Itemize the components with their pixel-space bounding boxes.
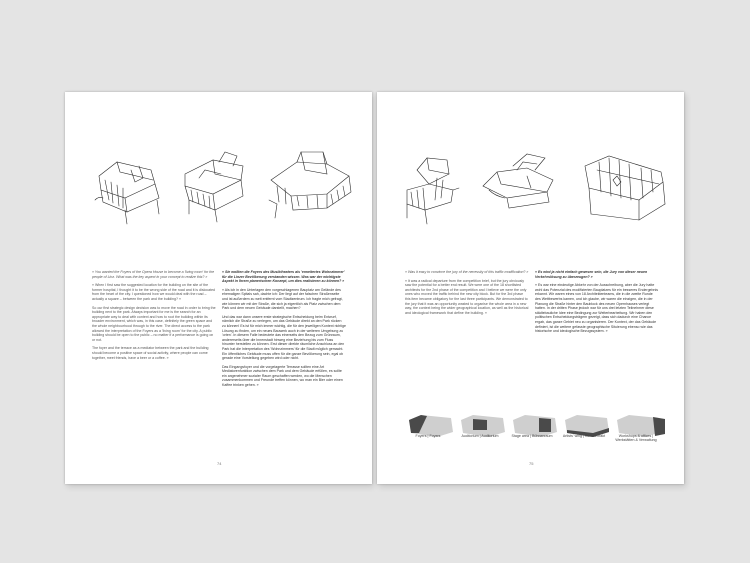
pictogram-label: Auditorium | Auditorium xyxy=(461,434,499,438)
sketch-1 xyxy=(95,162,159,224)
interview-column-english xyxy=(92,270,216,364)
answer-text: Und das war dann unsere erste strategische Entscheidung beim Entwurf, nämlich die Straße zu verlegen, um das Gebäude direkt an den Park rücken zu können! Es ist für mich immer wichtig, die für den jeweiligen Kontext richtige Lösung zu finden, um ein neues Bauwerk auch in der weiteren Umgebung zu 'orten'. In diesem Falle bedeutete das einerseits den Bezug zum Grünraum, andererseits über die Innenstadt hinweg eine Beziehung bis zum Fluss hinunter herstellen zu können. Erst dieser direkte räumliche Anschluss an den Park hat die Interpretation des 'Wohnzimmers' für die Stadt möglich gemacht. Ein öffentliches Gebäude muss offen für die ganze Bevölkerung sein, egal ob gerade eine Vorstellung gegeben wird oder nicht. xyxy=(222,314,346,361)
sketch-3 xyxy=(269,152,351,218)
interview-column-german xyxy=(535,270,659,338)
answer-text: So our first strategic design decision was to move the road in order to bring the building next to the park. Always important for me is the search for an appropriate way to deal with context and how to root the building within its broader environment, which was, in this case, definitely the green space and the whole neighbourhood through to the river. The direct access to the park allowed the interpretation of the Foyers as a 'living room' for the city. A public building should be open to the public – no matter if a performance is going on or not. xyxy=(92,305,216,342)
left-page xyxy=(65,92,372,484)
answer-text: « It was a radical departure from the competition brief, but the jury obviously saw the potential for a better end result. We were one of the 18 shortlisted architects for the 2nd phase of the competition and I believe we were the only ones who moved the traffic behind the new city block. But for the 3rd phase this item became obligatory for the last three participants. We demonstrated to the jury that it was an opportunity wasted to organise the whole area in a new way, the context being the wider geographical location, as well as the historical and ideological framework that define the building. » xyxy=(405,278,529,315)
question-text: « Was it easy to convince the jury of the necessity of this traffic modification? » xyxy=(405,270,529,274)
page-number: 75 xyxy=(529,461,534,466)
pictogram-label: Foyers | Foyers xyxy=(415,434,441,438)
sketch-5 xyxy=(483,154,553,208)
pictogram-label: Workshops & offices | Werkstätten & Verwaltung xyxy=(615,434,657,443)
pictogram-label: Stage area | Bühnenraum xyxy=(511,434,553,438)
pictogram-labels xyxy=(401,434,671,450)
answer-text: « Als ich in den Unterlagen den vorgeschlagenen Bauplatz am Gelände des ehemaligen Spitals sah, dachte ich: Der liegt auf der falschen Straßenseite und ist außerdem zu weit entfernt vom Stadtzentrum. Ich fragte mich gefragt, wie können wir mit der Straße, die sich ja eigentlich als Platz zwischen dem Park und dem neuen Gebäude darstellt, machen? xyxy=(222,287,343,311)
answer-text: Das Eingangsfoyer und die vorgelagerte Terrasse sollten eine Art Mediatorenfunktion zwischen dem Park und dem Gebäude erfüllen, es sollte ein angenehmer sozialer Raum geschaffen werden, wo die Menschen zusammenkommen und Freunde treffen können, wo man ein Bier oder einen Kaffee trinken gehen. » xyxy=(222,364,343,388)
interview-column-german xyxy=(222,270,346,392)
right-page xyxy=(377,92,684,484)
question-text: « You wanted the Foyers of the Opera House to become a 'living room' for the people of Linz. What was the key aspect in your concept to realize this? » xyxy=(92,270,215,279)
question-text: « Es wird ja nicht einfach gewesen sein, die Jury von dieser neuen Verkehrslösung zu überzeugen? » xyxy=(535,270,648,279)
sketch-6 xyxy=(585,156,665,220)
question-text: « Sie wollten die Foyers des Musiktheaters als 'erweitertes Wohnzimmer' für die Linzer Bevölkerung verstanden wissen. Was war der wichtigste Aspekt in Ihrem planerischen Konzept, um dies realisieren zu können? » xyxy=(222,270,345,284)
answer-text: The foyer and the terrace as a mediator between the park and the building should become a positive space of social activity, where people can come together, meet friends, have a beer or a coffee. » xyxy=(92,346,209,360)
answer-text: « When I first saw the suggested location for the building on the site of the former hospital, I thought it to be the wrong side of the road and it is dislocated from the heart of the city. I questioned how we would deal with the road – actually a square – between the park and the building? » xyxy=(92,283,216,301)
answer-text: « Es war eine eindeutige Abkehr von der Ausschreibung, aber die Jury hatte wohl das Potenzial des modifizierten Bauplatzes für ein besseres Endergebnis erkannt. Wir waren eines von 18 Architektenteams, die in die zweite Runde des Wettbewerbs kamen, und ich glaube, wir waren die einzigen, die in der Planung die Straße hinter den Baublock des neuen Opernhauses verlegt hatten. In der dritten Phase jedoch war für uns drei letzten Teilnehmer diese städtebauliche Idee eine Bedingung zur Weiterbearbeitung. Wir haben den politischen Entscheidungsträgern gezeigt, dass sich dadurch eine Chance ergab, das ganze Gebiet neu zu organisieren. Der Kontext, der das Gebäude definiert, ist die weitere gefasste geographische Situierung ebenso wie das historische und ideologische Bezugssystem. » xyxy=(535,283,659,334)
sketch-2 xyxy=(185,152,243,222)
pictogram-label: Artists' wing | Künstlertrakt xyxy=(562,434,606,438)
page-number: 74 xyxy=(217,461,222,466)
concept-sketches-left xyxy=(65,140,372,230)
interview-column-english xyxy=(405,270,529,319)
concept-sketches-right xyxy=(377,140,684,230)
sketch-4 xyxy=(407,158,459,224)
